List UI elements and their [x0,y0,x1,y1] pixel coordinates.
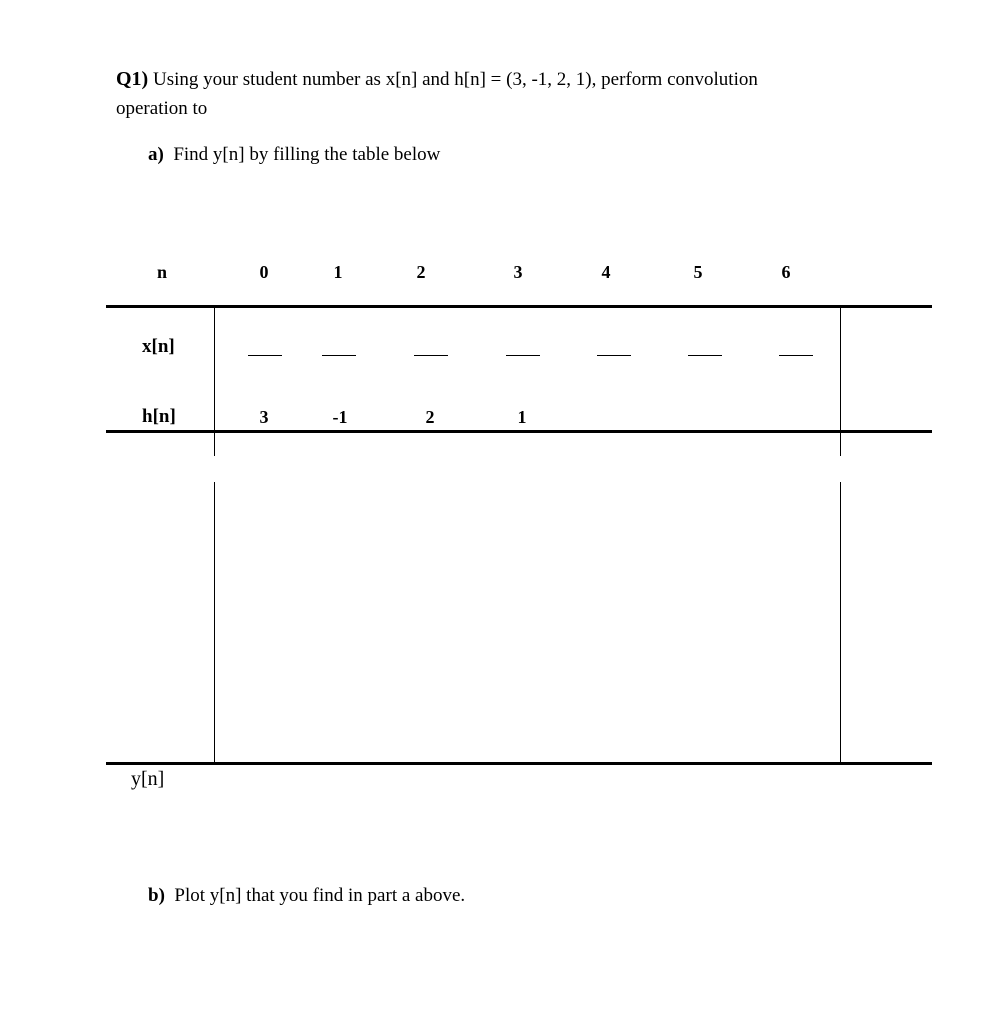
row-label-x: x[n] [142,336,175,357]
question-text-continued: operation to [116,98,208,119]
n-header: n [156,262,167,282]
x-blank-1 [322,355,356,356]
table-right-divider-upper [840,306,841,456]
x-blank-2 [414,355,448,356]
x-blank-6 [779,355,813,356]
table-bottom-rule [106,762,932,765]
n-value-0: 0 [259,262,269,282]
part-b [148,885,465,907]
part-a-text: Find y[n] by filling the table below [173,144,441,165]
x-blank-4 [597,355,631,356]
n-value-6: 6 [781,262,791,282]
table-right-divider-lower [840,482,841,764]
x-blank-0 [248,355,282,356]
n-value-4: 4 [601,262,611,282]
n-value-5: 5 [693,262,703,282]
n-value-2: 2 [416,262,426,282]
question-line-2 [116,98,207,120]
part-b-text: Plot y[n] that you find in part a above. [174,885,466,906]
row-label-y: y[n] [131,768,165,790]
x-blank-5 [688,355,722,356]
h-value-2: 2 [425,407,435,427]
x-blank-3 [506,355,540,356]
n-value-1: 1 [333,262,343,282]
h-value-3: 1 [517,407,527,427]
part-b-label: b) [148,885,165,906]
row-label-h: h[n] [142,406,176,427]
table-mid-rule [106,430,932,433]
table-left-divider-lower [214,482,215,764]
table-top-rule [106,305,932,308]
h-value-0: 3 [259,407,269,427]
question-line-1 [116,68,758,91]
question-label: Q1) [116,68,149,90]
part-a-label: a) [148,144,164,165]
part-a [148,144,440,166]
question-text: Using your student number as x[n] and h[n] = (3, -1, 2, 1), perform convolution [152,69,758,90]
n-value-3: 3 [513,262,523,282]
h-value-1: -1 [332,407,348,427]
table-left-divider-upper [214,306,215,456]
